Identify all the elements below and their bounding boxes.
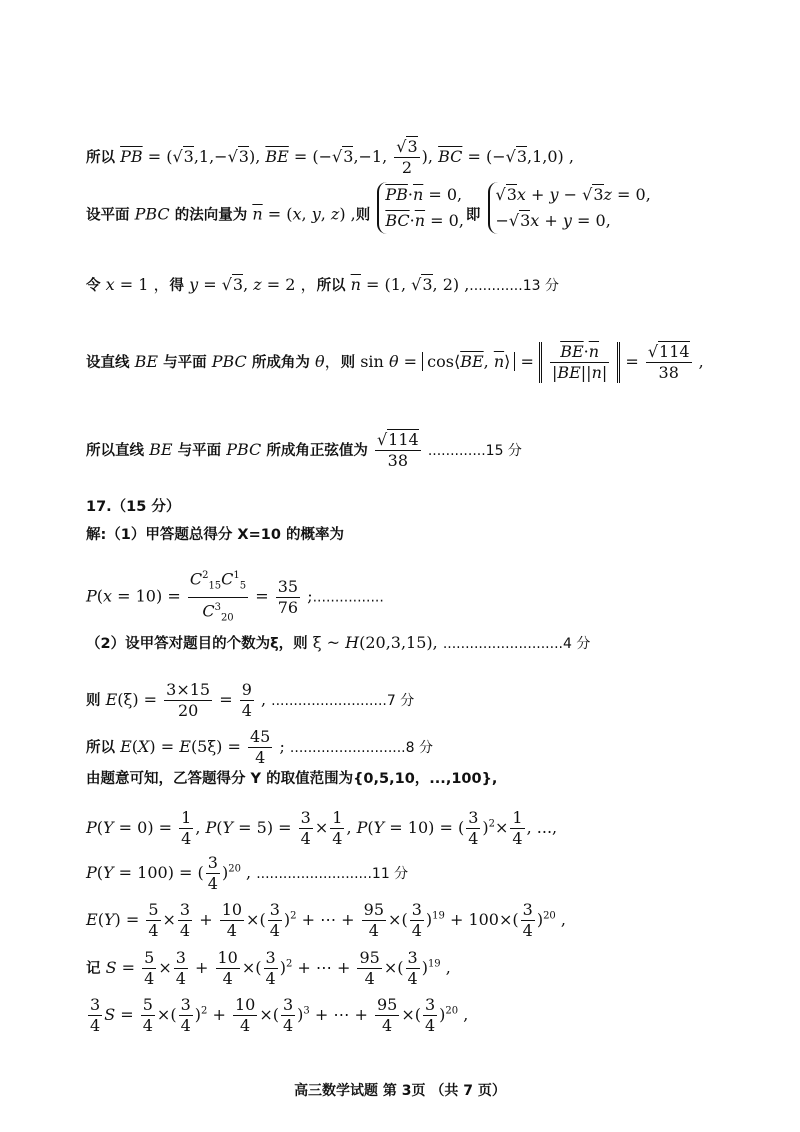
line-sine-result: 所以直线 BE 与平面 PBC 所成角正弦值为 $\frac{√114}{38}$ .............15 分: [86, 430, 522, 470]
line-p-y100: P(Y = 100) = ( $\frac{3}{4}$ )$^{20}$ , ..........................11 分: [86, 853, 409, 893]
line-three-quarter-s: $\frac{3}{4}$ S = $\frac{5}{4}$ ×( $\frac{3}{4}$ )$^2$ + $\frac{10}{4}$ ×( $\frac{3}{4}$ )$^3$ + ⋯ + $\frac{95}{4}$ ×( $\frac{3}{4}$ )$^{20}$ ,: [90, 995, 469, 1035]
page-footer: 高三数学试题 第 3页 （共 7 页）: [294, 1083, 506, 1099]
line-expectation-xi: 则 E(ξ) = $\frac{3\times 15}{20}$ = $\frac{9}{4}$ , ..........................7 分: [86, 680, 415, 720]
line-normal-vector: 设平面 PBC 的法向量为 $\overline{n} = (x$, y, z) ,则 $\overline{PB}\cdot\overline{n} = 0$, $\overline{BC}\cdot\overline{n} = 0$, 即 √3x + y − √3z = 0, −√3x + y = 0,: [86, 196, 653, 234]
line-hypergeometric: （2）设甲答对题目的个数为ξ，则 ξ ~ H(20,3,15), ...........................4 分: [86, 633, 591, 652]
line-y-probabilities: P(Y = 0) = $\frac{1}{4}$ , P(Y = 5) = $\frac{3}{4}$ × $\frac{1}{4}$ , P(Y = 10) = ( $\frac{3}{4}$ )$^2$× $\frac{1}{4}$ , ...,: [86, 808, 558, 848]
line-define-s: 记 S = $\frac{5}{4}$ × $\frac{3}{4}$ + $\frac{10}{4}$ ×( $\frac{3}{4}$ )$^2$ + ⋯ + $\frac{95}{4}$ ×( $\frac{3}{4}$ )$^{19}$ ,: [86, 948, 451, 988]
line-sine-angle: 设直线 BE 与平面 PBC 所成角为 θ，则 $\sin \theta = \cos⟨\overline{BE}$, $\overline{n}⟩$ = $\frac{\overline{BE}\cdot\overline{n}}{|\overline{BE}||\overline{n}|}$ = $\frac{√114}{38}$ ,: [86, 342, 704, 382]
question-17-heading: 17.（15 分）: [86, 499, 181, 515]
line-prob-x10: P(x = 10) = $\frac{C^2_{15}C^1_5}{C^3_{20}}$ = $\frac{35}{76}$ ;................: [86, 566, 384, 628]
part-1-heading: 解:（1）甲答题总得分 X=10 的概率为: [86, 527, 344, 543]
line-y-range: 由题意可知，乙答题得分 Y 的取值范围为{0,5,10，...,100},: [86, 771, 498, 787]
line-normal-result: 令 x = 1 ，得 y = √3, z = 2 ，所以 $\overline{n} = (1$, √3, 2) ,............13 分: [86, 275, 559, 294]
line-vectors: 所以 $\overline{PB} = (√3,1,-√3)$, $\overline{BE} = (-√3,-1$, $\frac{√3}{2}$ ), $\overline{BC} = (-√3,1,0)$ ,: [86, 137, 574, 177]
line-expectation-x: 所以 E(X) = E(5ξ) = $\frac{45}{4}$ ; ..........................8 分: [86, 727, 433, 767]
line-expectation-y: E(Y) = $\frac{5}{4}$ × $\frac{3}{4}$ + $\frac{10}{4}$ ×( $\frac{3}{4}$ )$^2$ + ⋯ + $\frac{95}{4}$ ×( $\frac{3}{4}$ )$^{19}$ + 100×( $\frac{3}{4}$ )$^{20}$ ,: [86, 900, 566, 940]
